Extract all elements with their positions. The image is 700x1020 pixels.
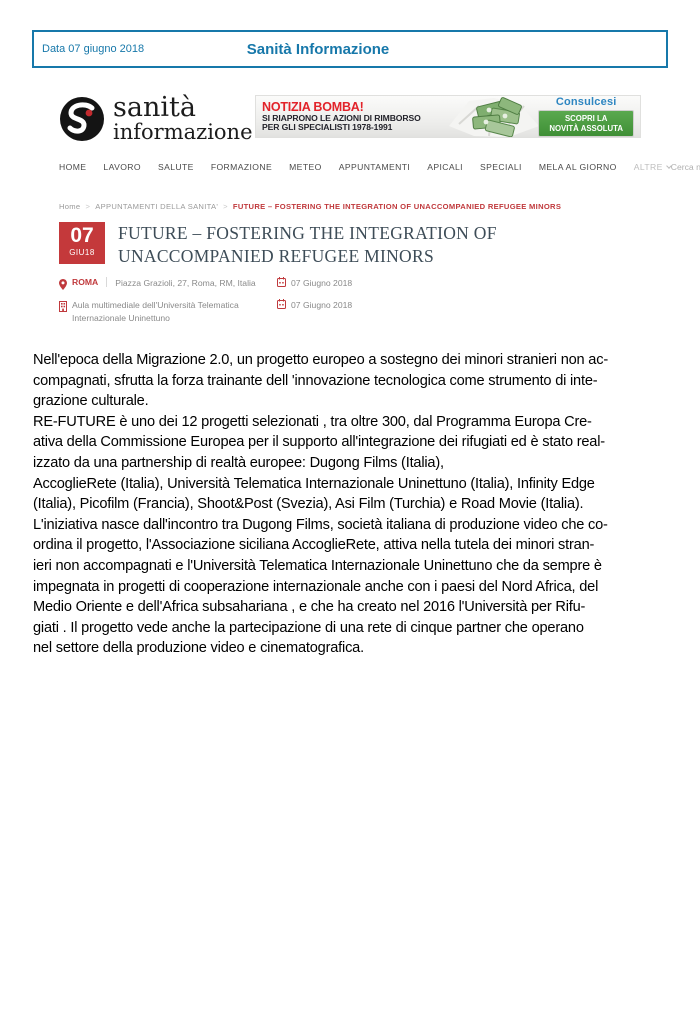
sanita-logo-wordmark xyxy=(113,94,253,143)
map-pin-icon xyxy=(59,277,67,295)
nav-item[interactable]: SALUTE xyxy=(157,162,194,172)
article-text-line: Medio Oriente e dell'Africa subsahariana , e che ha creato nel 2016 l'Università per Rifu- xyxy=(33,599,586,616)
article-text-line: RE-FUTURE è uno dei 12 progetti selezionati , tra oltre 300, dal Programma Europa Cre- xyxy=(33,413,592,430)
site-screenshot xyxy=(59,92,663,324)
nav-item[interactable]: APICALI xyxy=(427,162,463,172)
meta-divider xyxy=(106,277,107,287)
event-venue-row xyxy=(59,299,641,324)
event-venue-date xyxy=(277,299,352,311)
event-location-date xyxy=(277,277,352,289)
ad-cta-line-1: SCOPRI LA xyxy=(564,113,608,123)
calendar-icon xyxy=(277,299,286,311)
clip-date-label: Data 07 giugno 2018 xyxy=(42,43,145,55)
article-text-line: Nell'epoca della Migrazione 2.0, un progetto europeo a sostegno dei minori stranieri non ac- xyxy=(33,352,608,369)
article-text-line: impegnata in progetti di cooperazione internazionale anche con i paesi del Nord Africa, del xyxy=(33,578,599,595)
clip-source-title: Sanità Informazione xyxy=(246,40,390,58)
building-icon xyxy=(59,299,67,317)
article-text-line: compagnati, sfrutta la forza trainante dell 'innovazione tecnologica come strumento di inte- xyxy=(33,372,598,389)
clip-header-box xyxy=(32,30,668,68)
article-body xyxy=(33,350,669,659)
article-text-line: ieri non accompagnati e l'Università Telematica Internazionale Uninettuno che da sempre è xyxy=(33,558,602,575)
nav-item[interactable]: APPUNTAMENTI xyxy=(338,162,411,172)
event-date-monthyear: GIU18 xyxy=(69,248,95,257)
site-search xyxy=(671,158,700,176)
ad-subline-1: SI RIAPRONO LE AZIONI DI RIMBORSO xyxy=(262,113,421,124)
event-date-text: 07 Giugno 2018 xyxy=(291,278,353,289)
site-logo[interactable] xyxy=(59,94,255,143)
event-venue-text: Aula multimediale dell'Università Telematica Internazionale Uninettuno xyxy=(72,300,239,323)
money-explosion-image xyxy=(439,96,549,138)
article-text-line: (Italia), Picofilm (Francia), Shoot&Post (Svezia), Asi Film (Turchia) e Road Movie (Italia). xyxy=(33,496,584,513)
nav-more-label: ALTRE xyxy=(633,162,663,172)
breadcrumb-section[interactable]: APPUNTAMENTI DELLA SANITA' xyxy=(95,202,219,211)
event-venue xyxy=(59,299,277,324)
site-header xyxy=(59,94,641,143)
nav-item-altre[interactable] xyxy=(634,162,671,172)
calendar-icon xyxy=(277,277,286,289)
event-location-row xyxy=(59,277,641,295)
article-text-line: AccoglieRete (Italia), Università Telematica Internazionale Uninettuno (Italia), Infinity Edge xyxy=(33,475,595,492)
logo-word-1: sanità xyxy=(113,92,196,123)
event-city: ROMA xyxy=(72,277,99,288)
ad-headline: NOTIZIA BOMBA! xyxy=(262,100,364,115)
ad-banner[interactable] xyxy=(255,95,641,138)
sanita-logo-icon xyxy=(59,96,105,142)
nav-item[interactable]: MELA AL GIORNO xyxy=(538,162,617,172)
nav-item[interactable]: SPECIALI xyxy=(479,162,522,172)
consulcesi-logo: Consulcesi xyxy=(555,95,617,108)
article-text-line: nel settore della produzione video e cinematografica. xyxy=(33,640,364,657)
event-header xyxy=(59,222,641,268)
nav-item[interactable]: FORMAZIONE xyxy=(210,162,273,172)
article-text-line: L'iniziativa nasce dall'incontro tra Dugong Films, società italiana di produzione video che co- xyxy=(33,516,608,533)
nav-item[interactable]: LAVORO xyxy=(103,162,141,172)
article-text-line: ativa della Commissione Europea per il supporto all'integrazione dei rifugiati ed è stato real- xyxy=(33,434,605,451)
search-input[interactable] xyxy=(671,162,700,172)
nav-items xyxy=(59,162,617,172)
article-text-line: izzato da una partnership di realtà europee: Dugong Films (Italia), xyxy=(33,455,444,472)
logo-word-2: informazione xyxy=(113,120,253,144)
breadcrumb-current: FUTURE – FOSTERING THE INTEGRATION OF UNACCOMPANIED REFUGEE MINORS xyxy=(232,202,562,211)
article-text-line: giati . Il progetto vede anche la partecipazione di una rete di cinque partner che operano xyxy=(33,619,584,636)
ad-banner-brand-block xyxy=(538,96,634,137)
breadcrumb xyxy=(59,202,641,211)
main-navigation xyxy=(59,158,663,176)
event-date-text: 07 Giugno 2018 xyxy=(291,300,353,311)
nav-item[interactable]: HOME xyxy=(59,162,87,172)
event-address: Piazza Grazioli, 27, Roma, RM, Italia xyxy=(115,278,256,289)
ad-cta-line-2: NOVITÀ ASSOLUTA xyxy=(549,123,623,133)
ad-banner-text xyxy=(262,101,421,131)
article-text-line: ordina il progetto, l'Associazione siciliana AccoglieRete, attiva nella tutela dei minori stran- xyxy=(33,537,595,554)
event-date-day: 07 xyxy=(70,224,94,247)
nav-item[interactable]: METEO xyxy=(289,162,322,172)
event-meta xyxy=(59,277,641,324)
breadcrumb-separator: > xyxy=(223,202,228,211)
breadcrumb-home[interactable]: Home xyxy=(59,202,81,211)
event-date-badge xyxy=(59,222,105,264)
ad-cta-button[interactable] xyxy=(538,110,634,137)
event-location xyxy=(59,277,277,295)
article-text-line: grazione culturale. xyxy=(33,393,149,410)
breadcrumb-separator: > xyxy=(85,202,91,211)
event-title: FUTURE – FOSTERING THE INTEGRATION OF UNACCOMPANIED REFUGEE MINORS xyxy=(118,223,497,267)
ad-subline-2: PER GLI SPECIALISTI 1978-1991 xyxy=(262,121,393,132)
